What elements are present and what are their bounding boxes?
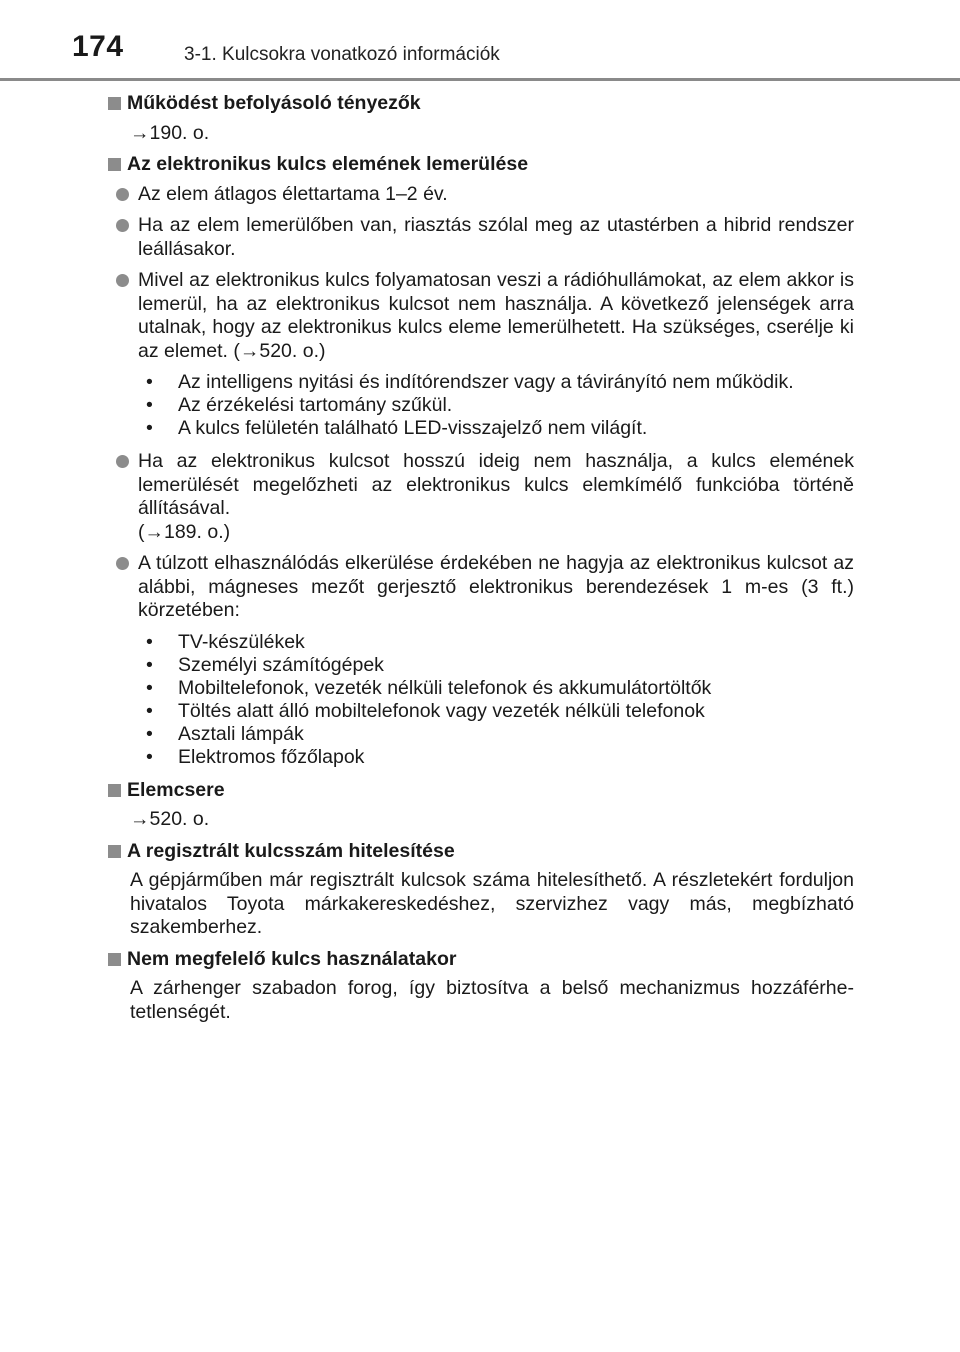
dot-icon	[108, 394, 178, 417]
dot-icon	[108, 700, 178, 723]
sub-list-item: • Személyi számítógépek	[108, 654, 854, 677]
dot-icon	[108, 631, 178, 654]
dot-icon	[108, 371, 178, 394]
sub-list-item: • Elektromos főzőlapok	[108, 746, 854, 769]
sub-list-item: • Asztali lámpák	[108, 723, 854, 746]
dot-icon	[108, 723, 178, 746]
section-text: A zárhenger szabadon forog, így biztosítva a belső mechanizmus hozzáférhetetlenségét.	[130, 977, 854, 1023]
list-item: A túlzott elhasználódás elkerülése érdekében ne hagyja az elektronikus kulcsot az alábbi, mágneses mezőt gerjesztő elektronikus berendezések 1 m-es (3 ft.) körzetében:	[108, 552, 854, 623]
dot-icon	[108, 677, 178, 700]
square-bullet-icon	[108, 845, 121, 858]
round-bullet-icon	[116, 455, 129, 468]
round-bullet-icon	[116, 219, 129, 232]
square-bullet-icon	[108, 97, 121, 110]
sub-list-item: • Mobiltelefonok, vezeték nélküli telefonok és akkumulátortöltők	[108, 677, 854, 700]
square-bullet-icon	[108, 158, 121, 171]
dot-icon	[108, 746, 178, 769]
list-item: Ha az elem lemerülőben van, riasztás szólal meg az utastérben a hibrid rendszer leállásakor.	[108, 214, 854, 261]
section-text: A gépjárműben már regisztrált kulcsok száma hitelesíthető. A részletekért forduljon hivatalos Toyota márkakereskedéshez, szervizhez vagy más, megbízható szakemberhez.	[130, 869, 854, 938]
section-title: Elemcsere	[108, 779, 854, 803]
page-reference: →190. o.	[130, 121, 210, 144]
square-bullet-icon	[108, 784, 121, 797]
page-number: 174	[72, 30, 124, 63]
round-bullet-icon	[116, 274, 129, 287]
page-reference: →520. o.	[130, 808, 210, 830]
section-title: Működést befolyásoló tényezők	[108, 92, 854, 116]
sub-list	[108, 631, 854, 769]
page-header	[0, 0, 960, 80]
sub-list-item: • Töltés alatt álló mobiltelefonok vagy vezeték nélküli telefonok	[108, 700, 854, 723]
chapter-title: 3-1. Kulcsokra vonatkozó információk	[184, 44, 500, 65]
round-bullet-icon	[116, 557, 129, 570]
list-item: Mivel az elektronikus kulcs folyamatosan veszi a rádióhullámokat, az elem akkor is lemerül, ha az elektronikus kulcsot nem használja. A következő jelenségek arra utalnak, hogy az elektronikus kulcs eleme lemerülhetett. Ha szükséges, cserélje ki az elemet. (→520. o.)	[108, 269, 854, 363]
sub-list-item: • Az intelligens nyitási és indítórendszer vagy a távirányító nem működik.	[108, 371, 854, 394]
sub-list-item: • TV-készülékek	[108, 631, 854, 654]
header-rule	[0, 78, 960, 81]
list-item: Az elem átlagos élettartama 1–2 év.	[108, 183, 854, 207]
dot-icon	[108, 654, 178, 677]
sub-list-item: • Az érzékelési tartomány szűkül.	[108, 394, 854, 417]
round-bullet-icon	[116, 188, 129, 201]
section-title: A regisztrált kulcsszám hitelesítése	[108, 840, 854, 864]
page-content	[108, 92, 854, 1032]
square-bullet-icon	[108, 953, 121, 966]
sub-list	[108, 371, 854, 440]
section-title: Nem megfelelő kulcs használatakor	[108, 948, 854, 972]
dot-icon	[108, 417, 178, 440]
list-item: Ha az elektronikus kulcsot hosszú ideig nem használja, a kulcs elemének lemerülését megelőzheti az elektronikus kulcs elemkímélő funkcióba történě állításával. (→189. o.)	[108, 450, 854, 544]
sub-list-item: • A kulcs felületén található LED-visszajelző nem világít.	[108, 417, 854, 440]
section-title: Az elektronikus kulcs elemének lemerülése	[108, 153, 854, 177]
